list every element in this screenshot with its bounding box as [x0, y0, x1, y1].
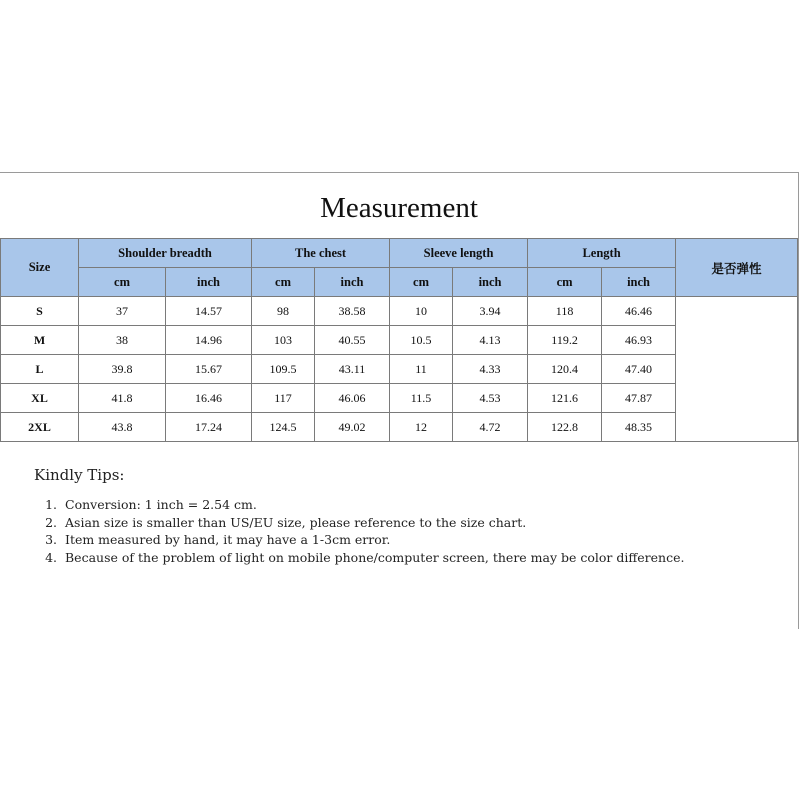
group-header-shoulder: Shoulder breadth — [79, 239, 252, 268]
kindly-tips — [34, 466, 734, 566]
value-cell: 43.8 — [79, 413, 166, 442]
size-cell: M — [1, 326, 79, 355]
value-cell: 10 — [390, 297, 453, 326]
tip-item: 2. Asian size is smaller than US/EU size, please reference to the size chart. — [61, 514, 734, 532]
value-cell: 14.57 — [166, 297, 252, 326]
page-title: Measurement — [320, 192, 478, 224]
measurement-table — [0, 238, 798, 442]
value-cell: 39.8 — [79, 355, 166, 384]
value-cell: 3.94 — [453, 297, 528, 326]
unit-header: cm — [252, 268, 315, 297]
value-cell: 38.58 — [315, 297, 390, 326]
unit-header: cm — [528, 268, 602, 297]
size-cell: 2XL — [1, 413, 79, 442]
value-cell: 4.53 — [453, 384, 528, 413]
value-cell: 47.40 — [602, 355, 676, 384]
tip-item: 1. Conversion: 1 inch = 2.54 cm. — [61, 496, 734, 514]
table-row — [1, 297, 798, 326]
tip-item: 4. Because of the problem of light on mobile phone/computer screen, there may be color difference. — [61, 549, 734, 567]
size-cell: XL — [1, 384, 79, 413]
group-header-sleeve: Sleeve length — [390, 239, 528, 268]
value-cell: 16.46 — [166, 384, 252, 413]
size-cell: S — [1, 297, 79, 326]
value-cell: 98 — [252, 297, 315, 326]
group-header-chest: The chest — [252, 239, 390, 268]
value-cell: 4.13 — [453, 326, 528, 355]
value-cell: 103 — [252, 326, 315, 355]
unit-header: cm — [79, 268, 166, 297]
size-cell: L — [1, 355, 79, 384]
tip-item: 3. Item measured by hand, it may have a 1-3cm error. — [61, 531, 734, 549]
value-cell: 40.55 — [315, 326, 390, 355]
value-cell: 11 — [390, 355, 453, 384]
unit-header: inch — [315, 268, 390, 297]
value-cell: 124.5 — [252, 413, 315, 442]
tips-list — [34, 496, 734, 566]
value-cell: 14.96 — [166, 326, 252, 355]
value-cell: 118 — [528, 297, 602, 326]
value-cell: 48.35 — [602, 413, 676, 442]
unit-header: inch — [453, 268, 528, 297]
size-header: Size — [1, 239, 79, 297]
unit-header: cm — [390, 268, 453, 297]
value-cell: 37 — [79, 297, 166, 326]
value-cell: 119.2 — [528, 326, 602, 355]
value-cell: 47.87 — [602, 384, 676, 413]
value-cell: 121.6 — [528, 384, 602, 413]
value-cell: 49.02 — [315, 413, 390, 442]
elastic-header: 是否弹性 — [676, 239, 798, 297]
value-cell: 117 — [252, 384, 315, 413]
value-cell: 11.5 — [390, 384, 453, 413]
value-cell: 41.8 — [79, 384, 166, 413]
value-cell: 4.33 — [453, 355, 528, 384]
tips-heading: Kindly Tips: — [34, 466, 125, 484]
value-cell: 109.5 — [252, 355, 315, 384]
unit-header: inch — [166, 268, 252, 297]
value-cell: 46.46 — [602, 297, 676, 326]
group-header-length: Length — [528, 239, 676, 268]
value-cell: 4.72 — [453, 413, 528, 442]
value-cell: 46.06 — [315, 384, 390, 413]
value-cell: 120.4 — [528, 355, 602, 384]
value-cell: 17.24 — [166, 413, 252, 442]
value-cell: 15.67 — [166, 355, 252, 384]
value-cell: 10.5 — [390, 326, 453, 355]
value-cell: 43.11 — [315, 355, 390, 384]
value-cell: 12 — [390, 413, 453, 442]
value-cell: 122.8 — [528, 413, 602, 442]
value-cell: 46.93 — [602, 326, 676, 355]
value-cell: 38 — [79, 326, 166, 355]
unit-header: inch — [602, 268, 676, 297]
elastic-cell — [676, 297, 798, 442]
